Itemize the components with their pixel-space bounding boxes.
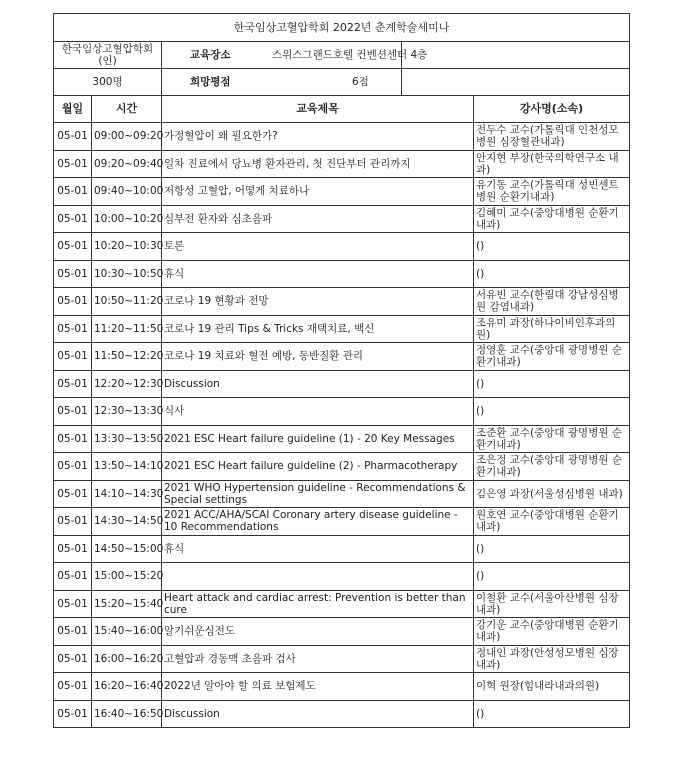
table-row [54, 205, 630, 233]
session-day: 05-01 [54, 260, 92, 288]
table-row [54, 370, 630, 398]
table-row [54, 288, 630, 316]
session-title: 코로나 19 관리 Tips & Tricks 재택치료, 백신 [162, 315, 474, 343]
session-day: 05-01 [54, 618, 92, 646]
session-title [162, 563, 474, 591]
seminar-schedule-table [53, 13, 630, 728]
table-row [54, 123, 630, 151]
session-title: 휴식 [162, 535, 474, 563]
table-row [54, 480, 630, 508]
session-title: 고혈압과 경동맥 초음파 검사 [162, 645, 474, 673]
session-time: 15:20~15:40 [92, 590, 162, 618]
session-title: 토론 [162, 233, 474, 261]
session-title: Discussion [162, 370, 474, 398]
session-time: 10:00~10:20 [92, 205, 162, 233]
session-speaker: 조유미 과장(하나이비인후과의원) [474, 315, 630, 343]
session-day: 05-01 [54, 205, 92, 233]
session-day: 05-01 [54, 673, 92, 701]
session-title: 코로나 19 치료와 혈전 예방, 동반질환 관리 [162, 343, 474, 371]
score-label: 희망평점 [162, 69, 402, 96]
title-row [54, 14, 630, 42]
table-row [54, 453, 630, 481]
session-title: 휴식 [162, 260, 474, 288]
table-row [54, 343, 630, 371]
session-time: 13:30~13:50 [92, 425, 162, 453]
venue-row [54, 42, 630, 69]
table-row [54, 508, 630, 536]
session-title: 코로나 19 현황과 전망 [162, 288, 474, 316]
session-title: 2021 WHO Hypertension guideline - Recommendations & Special settings [162, 480, 474, 508]
session-speaker: 조준환 교수(중앙대 광명병원 순환기내과) [474, 425, 630, 453]
session-speaker: 정영훈 교수(중앙대 광명병원 순환기내과) [474, 343, 630, 371]
session-time: 14:30~14:50 [92, 508, 162, 536]
session-title: Discussion [162, 700, 474, 728]
session-day: 05-01 [54, 343, 92, 371]
session-day: 05-01 [54, 233, 92, 261]
session-speaker: 원호연 교수(중앙대병원 순환기내과) [474, 508, 630, 536]
session-title: 2022년 알아야 할 의료 보험제도 [162, 673, 474, 701]
score-value [352, 69, 630, 96]
table-row [54, 700, 630, 728]
col-time-header: 시간 [92, 96, 162, 123]
session-day: 05-01 [54, 150, 92, 178]
session-day: 05-01 [54, 700, 92, 728]
session-speaker: 전두수 교수(가톨릭대 인천성모병원 심장혈관내과) [474, 123, 630, 151]
session-time: 09:40~10:00 [92, 178, 162, 206]
session-speaker: () [474, 370, 630, 398]
session-time: 13:50~14:10 [92, 453, 162, 481]
session-title: 2021 ESC Heart failure guideline (2) - Pharmacotherapy [162, 453, 474, 481]
col-speaker-header: 강사명(소속) [474, 96, 630, 123]
session-day: 05-01 [54, 398, 92, 426]
session-time: 10:50~11:20 [92, 288, 162, 316]
session-day: 05-01 [54, 535, 92, 563]
session-time: 15:00~15:20 [92, 563, 162, 591]
session-day: 05-01 [54, 645, 92, 673]
table-row [54, 563, 630, 591]
table-row [54, 233, 630, 261]
session-title: Heart attack and cardiac arrest: Prevention is better than cure [162, 590, 474, 618]
session-speaker: () [474, 233, 630, 261]
table-row [54, 150, 630, 178]
session-time: 16:20~16:40 [92, 673, 162, 701]
session-speaker: 안지현 부장(한국의학연구소 내과) [474, 150, 630, 178]
venue-text: 스위스그랜드호텔 컨벤션센터 4층 [272, 49, 428, 61]
session-time: 10:30~10:50 [92, 260, 162, 288]
session-speaker: () [474, 260, 630, 288]
session-speaker: 김은영 과장(서울성심병원 내과) [474, 480, 630, 508]
session-title: 가정혈압이 왜 필요한가? [162, 123, 474, 151]
table-row [54, 645, 630, 673]
session-time: 12:20~12:30 [92, 370, 162, 398]
session-speaker: 이철환 교수(서울아산병원 심장내과) [474, 590, 630, 618]
session-time: 14:50~15:00 [92, 535, 162, 563]
session-time: 12:30~13:30 [92, 398, 162, 426]
session-title: 알기쉬운심전도 [162, 618, 474, 646]
session-speaker: () [474, 398, 630, 426]
table-row [54, 535, 630, 563]
table-row [54, 398, 630, 426]
venue-label: 교육장소 [162, 42, 402, 69]
session-speaker: 강기운 교수(중앙대병원 순환기내과) [474, 618, 630, 646]
venue-value [272, 42, 630, 69]
session-speaker: 이혁 원장(힘내라내과의원) [474, 673, 630, 701]
organizer: 한국임상고혈압학회(인) [54, 42, 162, 69]
session-day: 05-01 [54, 288, 92, 316]
session-title: 심부전 환자와 심초음파 [162, 205, 474, 233]
score-text: 6점 [352, 76, 369, 88]
session-speaker: 유기동 교수(가톨릭대 성빈센트병원 순환기내과) [474, 178, 630, 206]
session-title: 2021 ESC Heart failure guideline (1) - 20 Key Messages [162, 425, 474, 453]
table-row [54, 673, 630, 701]
column-header-row [54, 96, 630, 123]
seminar-title: 한국임상고혈압학회 2022년 춘계학술세미나 [54, 14, 630, 42]
session-time: 09:20~09:40 [92, 150, 162, 178]
session-day: 05-01 [54, 123, 92, 151]
col-day-header: 월일 [54, 96, 92, 123]
session-day: 05-01 [54, 480, 92, 508]
col-title-header: 교육제목 [162, 96, 474, 123]
session-speaker: 조은정 교수(중앙대 광명병원 순환기내과) [474, 453, 630, 481]
session-speaker: () [474, 563, 630, 591]
session-speaker: 서유빈 교수(한림대 강남성심병원 감염내과) [474, 288, 630, 316]
session-day: 05-01 [54, 370, 92, 398]
session-day: 05-01 [54, 425, 92, 453]
table-row [54, 315, 630, 343]
session-day: 05-01 [54, 315, 92, 343]
session-day: 05-01 [54, 178, 92, 206]
session-speaker: 정내인 과장(안성성모병원 심장내과) [474, 645, 630, 673]
table-row [54, 260, 630, 288]
table-row [54, 590, 630, 618]
session-time: 10:20~10:30 [92, 233, 162, 261]
session-time: 15:40~16:00 [92, 618, 162, 646]
session-time: 16:00~16:20 [92, 645, 162, 673]
session-time: 16:40~16:50 [92, 700, 162, 728]
table-row [54, 618, 630, 646]
session-day: 05-01 [54, 590, 92, 618]
session-speaker: () [474, 535, 630, 563]
session-time: 09:00~09:20 [92, 123, 162, 151]
table-row [54, 425, 630, 453]
session-speaker: () [474, 700, 630, 728]
capacity: 300명 [54, 69, 162, 96]
session-title: 일차 진료에서 당뇨병 환자관리, 첫 진단부터 관리까지 [162, 150, 474, 178]
session-day: 05-01 [54, 508, 92, 536]
session-title: 저항성 고혈압, 어떻게 치료하나 [162, 178, 474, 206]
session-time: 14:10~14:30 [92, 480, 162, 508]
session-time: 11:50~12:20 [92, 343, 162, 371]
session-day: 05-01 [54, 563, 92, 591]
session-title: 2021 ACC/AHA/SCAI Coronary artery disease guideline - 10 Recommendations [162, 508, 474, 536]
session-day: 05-01 [54, 453, 92, 481]
session-time: 11:20~11:50 [92, 315, 162, 343]
session-title: 식사 [162, 398, 474, 426]
capacity-row [54, 69, 630, 96]
table-row [54, 178, 630, 206]
session-speaker: 김혜미 교수(중앙대병원 순환기내과) [474, 205, 630, 233]
